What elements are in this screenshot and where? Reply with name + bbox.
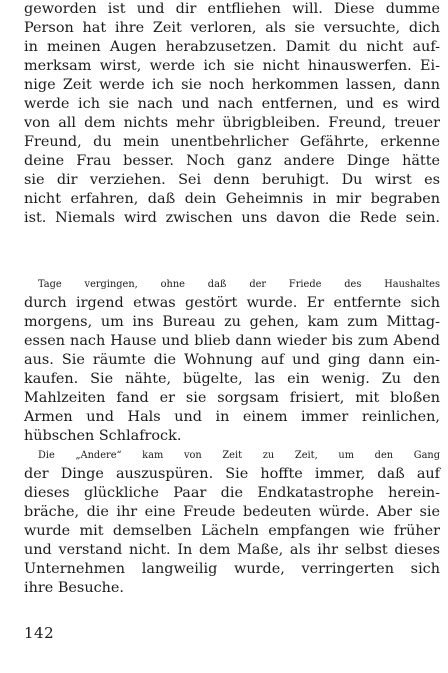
text-line: durch irgend etwas gestört wurde. Er entfernte sich [24, 295, 440, 311]
text-line: Person hat ihre Zeit verloren, als sie versuchte, dich [24, 20, 440, 36]
text-line: Tage vergingen, ohne daß der Friede des Haushaltes [38, 279, 440, 290]
text-line: Die „Andere“ kam von Zeit zu Zeit, um den Gang [38, 450, 440, 461]
text-line: Mahlzeiten fand er sie sorgsam frisiert, mit bloßen [24, 390, 440, 406]
text-line: kaufen. Sie nähte, bügelte, las ein wenig. Zu den [24, 371, 440, 387]
text-line: merksam wirst, werde ich sie nicht hinauswerfen. Ei- [24, 58, 440, 74]
page-number: 142 [24, 624, 55, 642]
text-line: hübschen Schlafrock. [24, 428, 182, 444]
paragraph-2 [24, 275, 440, 598]
text-line: morgens, um ins Bureau zu gehen, kam zum Mittag- [24, 314, 440, 330]
text-line: aus. Sie räumte die Wohnung auf und ging dann ein- [24, 352, 440, 368]
text-line: dieses glückliche Paar die Endkatastrophe herein- [24, 485, 440, 501]
text-line: nicht erfahren, daß dein Geheimnis in mir begraben [24, 191, 440, 207]
text-line: werde ich sie nach und nach entfernen, und es wird [24, 96, 440, 112]
text-line: ist. Niemals wird zwischen uns davon die Rede sein. [24, 210, 440, 226]
text-line: bräche, die ihr eine Freude bedeuten würde. Aber sie [24, 504, 440, 520]
text-line: nige Zeit werde ich sie noch herkommen lassen, dann [24, 77, 440, 93]
text-line: Armen und Hals und in einem immer reinlichen, [24, 409, 440, 425]
text-line: von all dem nichts mehr übrigbleiben. Freund, treuer [24, 115, 440, 131]
paragraph-1 [24, 0, 440, 228]
text-line: Unternehmen langweilig wurde, verringerten sich [24, 561, 440, 577]
text-line: deine Frau besser. Noch ganz andere Dinge hätte [24, 153, 440, 169]
text-line: ihre Besuche. [24, 580, 125, 596]
text-line: sie dir verziehen. Sei denn beruhigt. Du wirst es [24, 172, 440, 188]
text-line: essen nach Hause und blieb dann wieder bis zum Abend [24, 333, 440, 349]
text-line: der Dinge auszuspüren. Sie hoffte immer, daß auf [24, 466, 440, 482]
text-line: und verstand nicht. In dem Maße, als ihr selbst dieses [24, 542, 440, 558]
text-line: wurde mit demselben Lächeln empfangen wie früher [24, 523, 440, 539]
text-line: in meinen Augen herabzusetzen. Damit du nicht auf- [24, 39, 440, 55]
text-line: Freund, du mein unentbehrlicher Gefährte, erkenne [24, 134, 440, 150]
text-line: geworden ist und dir entfliehen will. Diese dumme [24, 1, 440, 17]
